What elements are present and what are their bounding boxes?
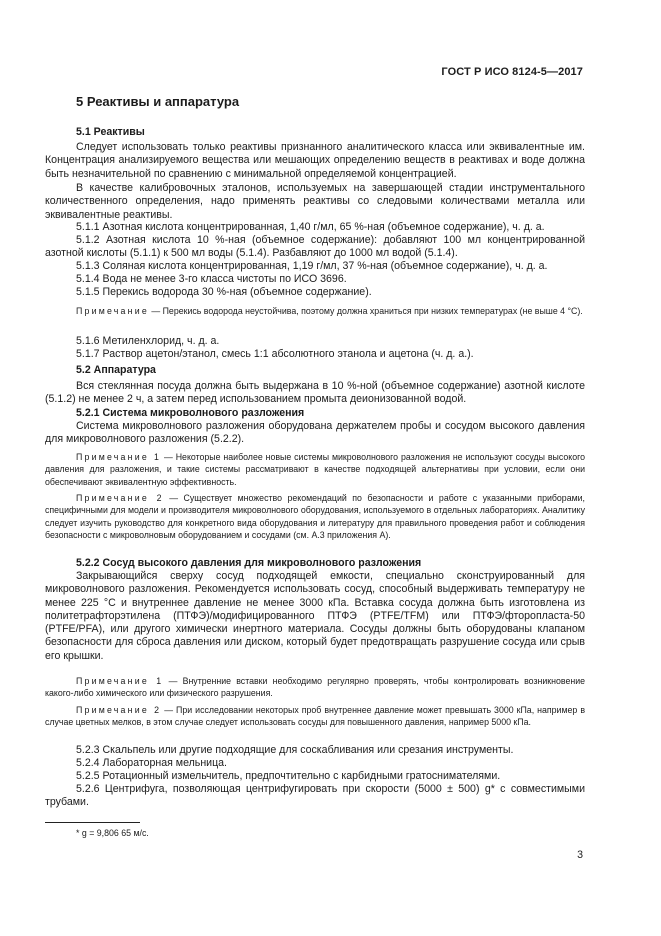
item-5-1-2: 5.1.2 Азотная кислота 10 %-ная (объемное содержание): добавляют 100 мл концентрированной азотной кислоты (5.1.1) к 500 мл воды (5.1.4). Разбавляют до 1000 мл водой (5.1.4). — [45, 234, 585, 260]
note-2-safety — [45, 492, 585, 542]
note-text: — Некоторые наиболее новые системы микроволнового разложения не используют сосуды высокого давления для разложения, и такие системы рассматривают в качестве подходящей альтернативы при условии, если они обеспечивают эквивалентную эффективность. — [45, 452, 585, 487]
note-text: — Внутренние вставки необходимо регулярно проверять, чтобы контролировать возникновение какого-либо химического или физического разрушения. — [45, 676, 586, 699]
item-5-2-5: 5.2.5 Ротационный измельчитель, предпочтительно с карбидными гратоснимателями. — [76, 770, 501, 782]
note-text: — Перекись водорода неустойчива, поэтому должна храниться при низких температурах (не выше 4 °С). — [148, 306, 583, 316]
note-label: Примечание 1 — [76, 676, 164, 686]
note-1-inserts — [45, 675, 585, 700]
paragraph-glassware: Вся стеклянная посуда должна быть выдержана в 10 %-ной (объемное содержание) азотной кислоте (5.1.2) не менее 2 ч, а затем перед использованием промыта деионизованной водой. — [45, 380, 585, 406]
item-5-2-6: 5.2.6 Центрифуга, позволяющая центрифугировать при скорости (5000 ± 500) g* с совместимыми трубами. — [45, 783, 585, 809]
subsection-5-2-heading: 5.2 Аппаратура — [76, 364, 156, 376]
item-5-1-6: 5.1.6 Метиленхлорид, ч. д. а. — [76, 335, 220, 347]
heading-5-2-1: 5.2.1 Система микроволнового разложения — [76, 407, 305, 419]
note-1-digestion-systems — [45, 451, 585, 488]
item-5-1-4: 5.1.4 Вода не менее 3-го класса чистоты по ИСО 3696. — [76, 273, 347, 285]
item-5-1-3: 5.1.3 Соляная кислота концентрированная, 1,19 г/мл, 37 %-ная (объемное содержание), ч. д. а. — [76, 260, 548, 272]
paragraph-reagents-2: В качестве калибровочных эталонов, используемых на завершающей стадии инструментального количественного определения, надо применять реактивы со следовыми количествами металла или эквивалентные реактивы. — [45, 182, 585, 221]
note-label: Примечание 1 — [76, 452, 162, 462]
paragraph-reagents-1: Следует использовать только реактивы признанного аналитического класса или эквивалентные им. Концентрация анализируемого вещества или мешающих определению веществ в реактивах и воде должна быть незначительной по сравнению с минимальной определяемой концентрацией. — [45, 141, 585, 180]
page-number: 3 — [577, 849, 583, 861]
section-title: 5 Реактивы и аппаратура — [76, 94, 240, 109]
paragraph-5-2-1: Система микроволнового разложения оборудована держателем пробы и сосудом высокого давления для микроволнового разложения (5.2.2). — [45, 420, 585, 446]
heading-5-2-2: 5.2.2 Сосуд высокого давления для микроволнового разложения — [76, 557, 422, 569]
item-5-1-5: 5.1.5 Перекись водорода 30 %-ная (объемное содержание). — [76, 286, 372, 298]
note-text: — Существует множество рекомендаций по безопасности и работе с указанными приборами, специфичными для модели и производителя микроволнового оборудования, используемого в отдельных лабораториях. Аналитику следует изучить руководство для конкретного вида оборудования и литературу для правильного проведения работ и соблюдения безопасности с микроволновым оборудованием и сосудами (см. А.3 приложения А). — [45, 493, 585, 541]
note-2-pressure — [45, 704, 585, 729]
item-5-2-4: 5.2.4 Лабораторная мельница. — [76, 757, 227, 769]
item-5-1-7: 5.1.7 Раствор ацетон/этанол, смесь 1:1 абсолютного этанола и ацетона (ч. д. а.). — [76, 348, 474, 360]
footnote: * g = 9,806 65 м/с. — [76, 828, 149, 838]
subsection-5-1-heading: 5.1 Реактивы — [76, 126, 145, 138]
item-5-1-1: 5.1.1 Азотная кислота концентрированная, 1,40 г/мл, 65 %-ная (объемное содержание), ч. д. а. — [76, 221, 545, 233]
footnote-separator — [45, 822, 140, 823]
note-label: Примечание 2 — [76, 705, 162, 715]
note-label: Примечание — [76, 306, 149, 316]
item-5-2-3: 5.2.3 Скальпель или другие подходящие для соскабливания или срезания инструменты. — [76, 744, 514, 756]
note-hydrogen-peroxide — [45, 305, 585, 317]
note-text: — При исследовании некоторых проб внутреннее давление может превышать 3000 кПа, например в случае цветных мелков, в этом случае следует использовать сосуды для повышенного давления, например 5000 кПа. — [45, 705, 585, 728]
note-label: Примечание 2 — [76, 493, 164, 503]
paragraph-5-2-2: Закрывающийся сверху сосуд подходящей емкости, специально сконструированный для микроволнового разложения. Рекомендуется использовать сосуд, способный выдерживать температуру не менее 225 °С и внутреннее давление не менее 3000 кПа. Вставка сосуда должна быть изготовлена из политетрафторэтилена (ПТФЭ)/модифицированного ПТФЭ (PTFE/TFM) или ПТФЭ/фторопласта-50 (PTFE/PFA), или другого химически инертного материала. Сосуды должны быть оборудованы клапаном безопасности для сброса давления или диском, который будет предотвращать разрушение сосуда или срыв его крышки. — [45, 570, 585, 662]
document-header: ГОСТ Р ИСО 8124-5—2017 — [441, 66, 583, 78]
